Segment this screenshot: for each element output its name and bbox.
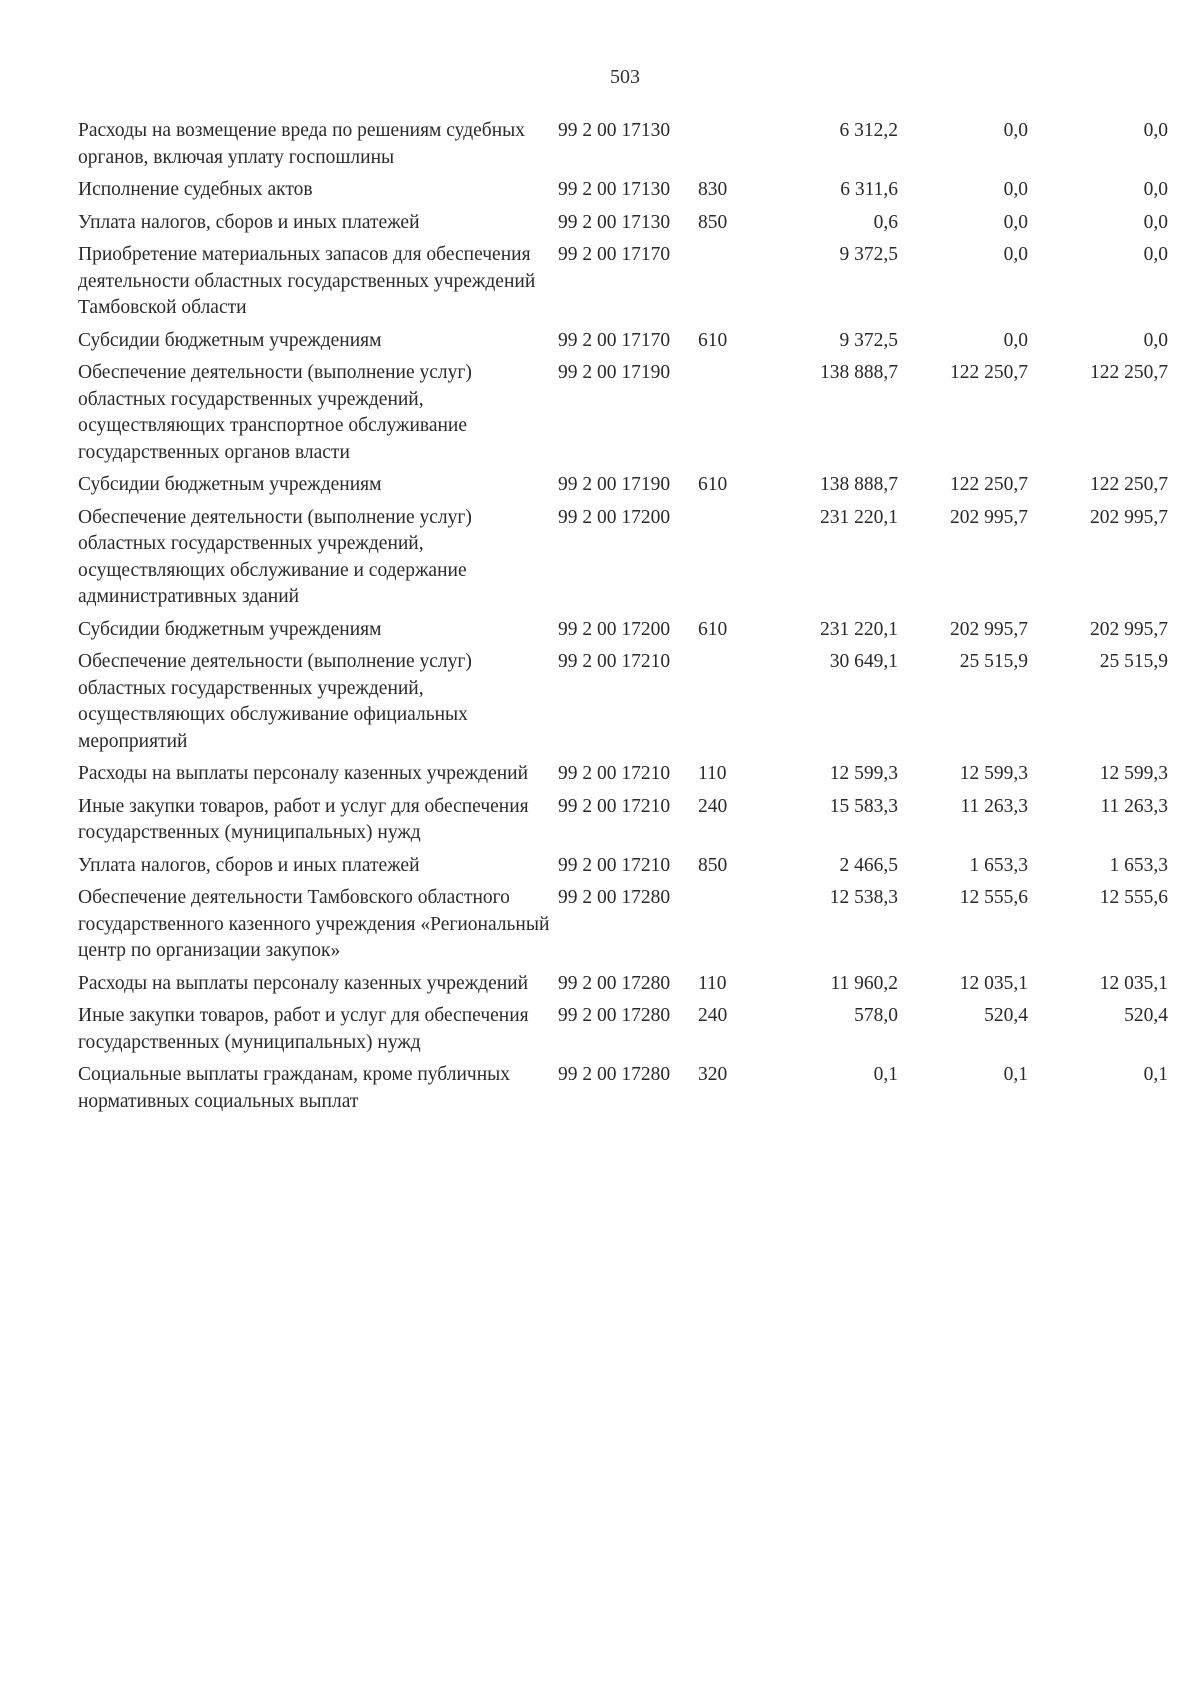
expense-type-cell: 610 [698,474,728,495]
expense-name-cell: Обеспечение деятельности (выполнение услуг) областных государственных учреждений, осуществляющих транспортное обслуживание государственных органов власти [78,362,472,463]
table-row [78,505,1168,617]
amount-year-3-cell: 0,0 [1143,120,1168,141]
expense-name-cell: Расходы на возмещение вреда по решениям судебных органов, включая уплату госпошлины [78,120,525,168]
expense-name-cell: Уплата налогов, сборов и иных платежей [78,211,420,233]
amount-year-3-cell: 520,4 [1124,1005,1168,1026]
amount-year-1-cell: 231 220,1 [820,618,898,640]
expense-type-cell: 850 [698,854,728,876]
expense-name-cell: Исполнение судебных актов [78,179,313,200]
target-code-cell: 99 2 00 17280 [558,1005,671,1026]
amount-year-1-cell: 231 220,1 [820,506,898,528]
amount-year-1-cell: 9 372,5 [839,329,898,351]
amount-year-1-cell: 12 538,3 [829,887,898,908]
table-row [78,242,1168,328]
expense-type-cell: 240 [698,795,728,817]
amount-year-3-cell: 202 995,7 [1090,506,1168,528]
amount-year-2-cell: 202 995,7 [950,506,1028,528]
amount-year-1-cell: 11 960,2 [830,972,898,994]
table-row [78,971,1168,1004]
table-row [78,885,1168,971]
table-row [78,853,1168,886]
amount-year-3-cell: 122 250,7 [1090,362,1168,383]
amount-year-3-cell: 1 653,3 [1109,854,1168,876]
expense-type-cell [698,649,758,761]
expense-name-cell: Приобретение материальных запасов для обеспечения деятельности областных государственных учреждений Тамбовской области [78,244,536,318]
amount-year-2-cell: 122 250,7 [950,474,1028,495]
table-row [78,118,1168,177]
amount-year-2-cell: 520,4 [984,1005,1028,1026]
expense-type-cell: 110 [698,972,727,994]
target-code-cell: 99 2 00 17170 [558,329,671,351]
amount-year-1-cell: 6 311,6 [840,179,898,200]
target-code-cell: 99 2 00 17210 [558,763,671,784]
expense-name-cell: Субсидии бюджетным учреждениям [78,618,382,640]
expense-name-cell: Субсидии бюджетным учреждениям [78,474,382,495]
amount-year-1-cell: 9 372,5 [839,244,898,265]
amount-year-2-cell: 0,1 [1003,1064,1028,1085]
amount-year-3-cell: 0,0 [1143,244,1168,265]
target-code-cell: 99 2 00 17170 [558,244,671,265]
amount-year-3-cell: 12 599,3 [1099,763,1168,784]
amount-year-1-cell: 138 888,7 [820,474,898,495]
expense-name-cell: Обеспечение деятельности Тамбовского областного государственного казенного учреждения «Региональный центр по организации закупок» [78,887,550,961]
table-row [78,1062,1168,1121]
amount-year-3-cell: 0,0 [1143,329,1168,351]
target-code-cell: 99 2 00 17280 [558,887,671,908]
expense-name-cell: Уплата налогов, сборов и иных платежей [78,854,420,876]
expense-name-cell: Иные закупки товаров, работ и услуг для обеспечения государственных (муниципальных) нужд [78,795,529,843]
expense-name-cell: Социальные выплаты гражданам, кроме публичных нормативных социальных выплат [78,1064,510,1112]
amount-year-2-cell: 1 653,3 [969,854,1028,876]
expense-type-cell [698,360,758,472]
amount-year-2-cell: 122 250,7 [950,362,1028,383]
amount-year-1-cell: 2 466,5 [839,854,898,876]
table-row [78,761,1168,794]
page-number: 503 [610,66,640,88]
expense-type-cell [698,505,758,617]
amount-year-1-cell: 6 312,2 [839,120,898,141]
target-code-cell: 99 2 00 17280 [558,972,671,994]
amount-year-2-cell: 0,0 [1003,211,1028,233]
table-row [78,1003,1168,1062]
amount-year-1-cell: 0,1 [873,1064,898,1085]
amount-year-2-cell: 0,0 [1003,179,1028,200]
amount-year-3-cell: 11 263,3 [1100,795,1168,817]
expense-type-cell [698,118,758,177]
target-code-cell: 99 2 00 17190 [558,474,671,495]
target-code-cell: 99 2 00 17130 [558,211,671,233]
table-row [78,210,1168,243]
amount-year-2-cell: 0,0 [1003,244,1028,265]
amount-year-2-cell: 11 263,3 [960,795,1028,817]
expense-type-cell [698,885,758,971]
amount-year-2-cell: 25 515,9 [959,651,1028,672]
amount-year-2-cell: 12 035,1 [959,972,1028,994]
expense-type-cell: 320 [698,1064,728,1085]
amount-year-1-cell: 0,6 [873,211,898,233]
amount-year-2-cell: 12 555,6 [959,887,1028,908]
target-code-cell: 99 2 00 17280 [558,1064,671,1085]
expense-type-cell: 110 [698,763,727,784]
target-code-cell: 99 2 00 17200 [558,618,671,640]
table-row [78,472,1168,505]
expense-name-cell: Обеспечение деятельности (выполнение услуг) областных государственных учреждений, осуществляющих обслуживание официальных мероприятий [78,651,472,752]
amount-year-3-cell: 122 250,7 [1090,474,1168,495]
table-row [78,177,1168,210]
table-row [78,328,1168,361]
amount-year-1-cell: 138 888,7 [820,362,898,383]
table-row [78,649,1168,761]
amount-year-3-cell: 12 555,6 [1099,887,1168,908]
budget-table-body [78,118,1168,1121]
target-code-cell: 99 2 00 17130 [558,120,671,141]
expense-type-cell: 830 [698,179,728,200]
expense-name-cell: Обеспечение деятельности (выполнение услуг) областных государственных учреждений, осуществляющих обслуживание и содержание административных зданий [78,506,472,607]
expense-type-cell: 610 [698,618,728,640]
expense-type-cell: 240 [698,1005,728,1026]
amount-year-3-cell: 25 515,9 [1099,651,1168,672]
target-code-cell: 99 2 00 17200 [558,506,671,528]
amount-year-1-cell: 30 649,1 [829,651,898,672]
amount-year-2-cell: 202 995,7 [950,618,1028,640]
target-code-cell: 99 2 00 17210 [558,854,671,876]
amount-year-2-cell: 0,0 [1003,120,1028,141]
expense-type-cell: 610 [698,329,728,351]
table-row [78,617,1168,650]
table-row [78,360,1168,472]
expense-name-cell: Расходы на выплаты персоналу казенных учреждений [78,972,529,994]
amount-year-2-cell: 0,0 [1003,329,1028,351]
target-code-cell: 99 2 00 17210 [558,795,671,817]
expense-name-cell: Субсидии бюджетным учреждениям [78,329,382,351]
expense-type-cell: 850 [698,211,728,233]
target-code-cell: 99 2 00 17210 [558,651,671,672]
target-code-cell: 99 2 00 17130 [558,179,671,200]
amount-year-3-cell: 12 035,1 [1099,972,1168,994]
amount-year-1-cell: 578,0 [854,1005,898,1026]
target-code-cell: 99 2 00 17190 [558,362,671,383]
amount-year-3-cell: 0,0 [1143,211,1168,233]
amount-year-2-cell: 12 599,3 [959,763,1028,784]
amount-year-1-cell: 15 583,3 [829,795,898,817]
expense-name-cell: Иные закупки товаров, работ и услуг для обеспечения государственных (муниципальных) нужд [78,1005,529,1053]
amount-year-3-cell: 0,0 [1143,179,1168,200]
expense-name-cell: Расходы на выплаты персоналу казенных учреждений [78,763,529,784]
amount-year-1-cell: 12 599,3 [829,763,898,784]
amount-year-3-cell: 202 995,7 [1090,618,1168,640]
amount-year-3-cell: 0,1 [1143,1064,1168,1085]
table-row [78,794,1168,853]
expense-type-cell [698,242,758,328]
budget-table [78,118,1168,1121]
